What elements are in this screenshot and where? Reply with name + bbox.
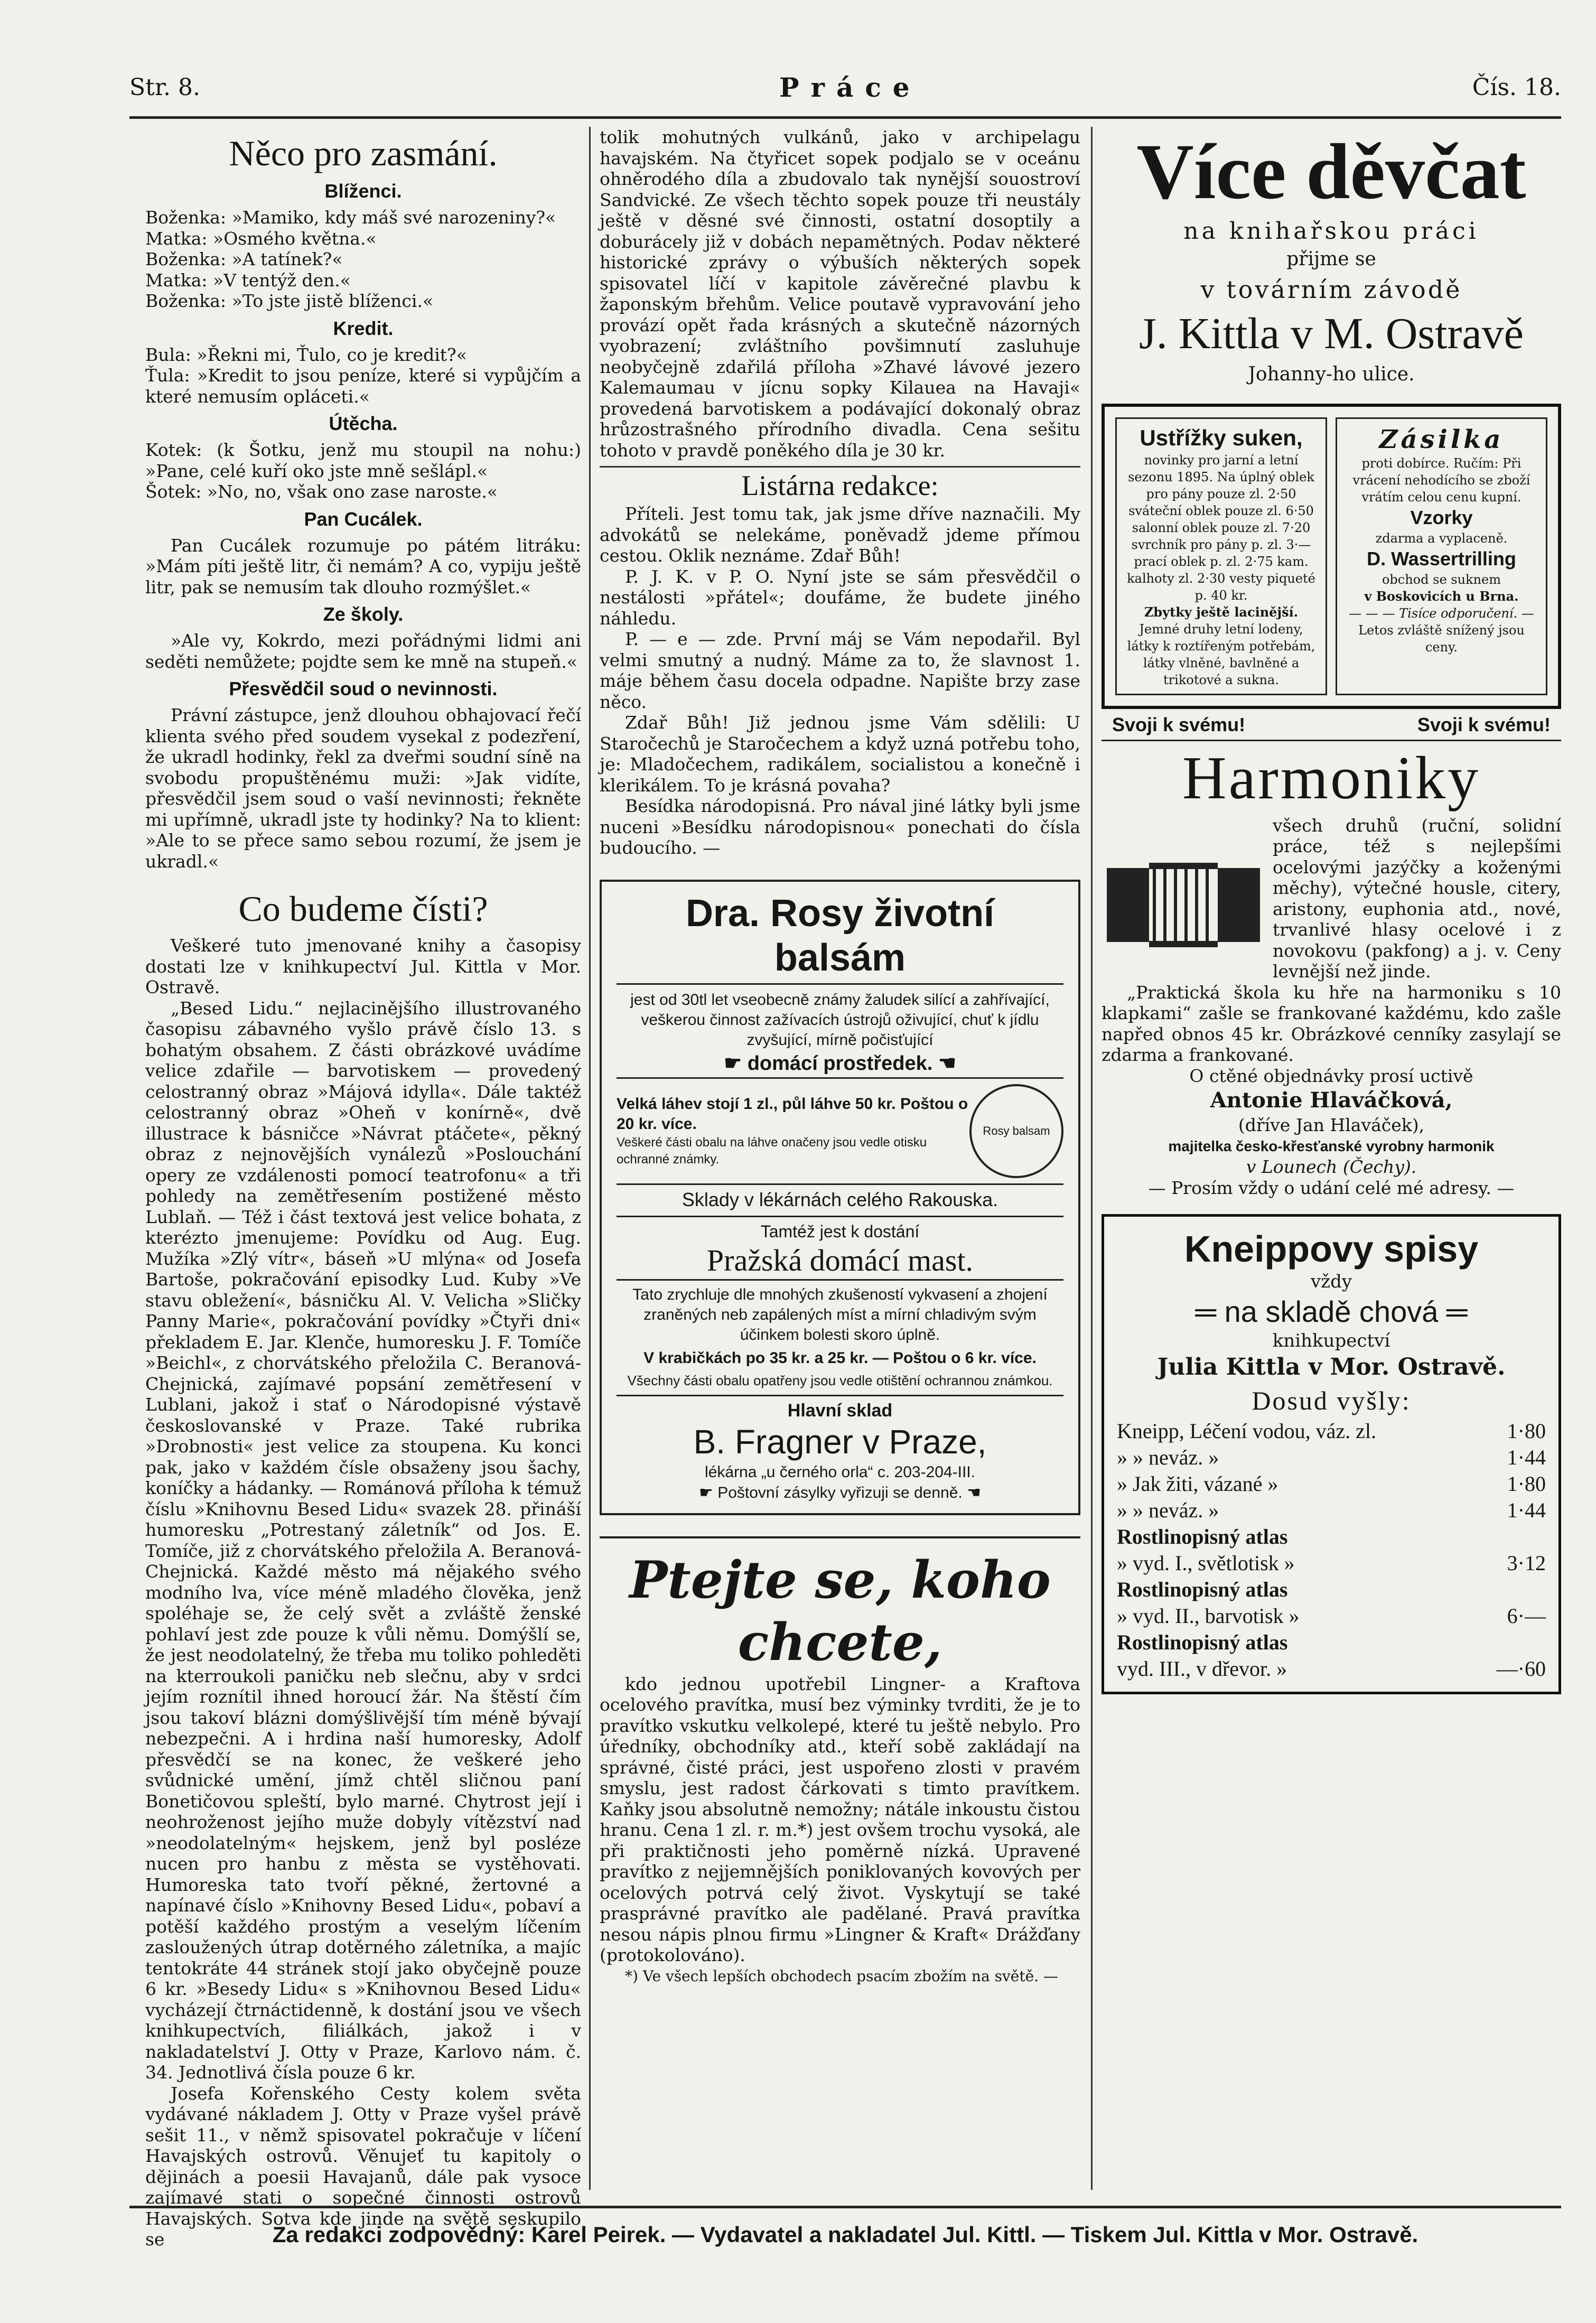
column-rule-2 <box>1091 127 1093 2190</box>
running-head <box>129 69 1561 119</box>
reading-intro: Veškeré tuto jmenované knihy a časopisy dostati lze v knihkupectví Jul. Kittla v Mor. Ostravě. <box>145 935 581 997</box>
joke-line: Bula: »Řekni mi, Ťulo, co je kredit?« <box>145 344 467 365</box>
advert-cloth-right <box>1336 417 1547 695</box>
accordion-illustration <box>1102 847 1265 953</box>
advert-girls-company: J. Kittla v M. Ostravě <box>1139 309 1524 358</box>
advert-balsam-text: jest od 30tl let vseobecně známy žaludek silící a zahřívající, veškerou činnost zažívacích ústrojů oživující, chuť k jídlu zvyšující, mírně počisťující <box>630 991 1050 1049</box>
joke-line: Boženka: »A tatínek?« <box>145 249 343 269</box>
advert-mast-price: V krabičkách po 35 kr. a 25 kr. — Poštou o 6 kr. více. <box>643 1349 1037 1367</box>
advert-girls-line: v továrním závodě <box>1200 275 1462 304</box>
slogan-left: Svoji k svému! <box>1112 714 1246 735</box>
book-row: » » neváz. » 1·44 <box>1117 1498 1546 1522</box>
advert-balsam-sklady: Sklady v lékárnách celého Rakouska. <box>617 1183 1063 1210</box>
column-3 <box>1102 127 1561 1694</box>
joke-title: Blíženci. <box>324 180 402 202</box>
joke-line: Matka: »Osmého května.« <box>145 228 377 249</box>
book-row: » Jak žiti, vázané » 1·80 <box>1117 1472 1546 1496</box>
advert-boskovice: v Boskovicích u Brna. <box>1364 589 1519 604</box>
book-row: » vyd. I., světlotisk » 3·12 <box>1117 1551 1546 1575</box>
book-row: Kneipp, Léčení vodou, váz. zl. 1·80 <box>1117 1419 1546 1443</box>
advert-kneipp-knihkupectvi: knihkupectví <box>1272 1330 1390 1351</box>
book-row: vyd. III., v dřevor. » —·60 <box>1117 1657 1546 1681</box>
joke-line: Ťula: »Kredit to jsou peníze, které si vypůjčím a které nemusím opláceti.« <box>145 365 581 407</box>
advert-balsam-banner: ☛ domácí prostředek. ☚ <box>724 1052 956 1075</box>
advert-harmonika-lounech: v Lounech (Čechy). <box>1246 1156 1417 1177</box>
section-title-reading: Co budeme čísti? <box>238 889 488 929</box>
advert-balsam-price: Velká láhev stojí 1 zl., půl láhve 50 kr. Poštou o 20 kr. více. <box>617 1095 968 1133</box>
pointing-hand-icon: ☚ <box>938 1052 956 1075</box>
book-row: Rostlinopisný atlas <box>1117 1525 1288 1548</box>
joke-title: Ze školy. <box>323 603 404 625</box>
issue-number: Čís. 18. <box>1472 74 1561 101</box>
letter-reply: Besídka národopisná. Pro nával jiné látky byli jsme nuceni »Besídku národopisnou« ponechati do čísla budoucího. — <box>600 796 1080 858</box>
newspaper-title: Práce <box>779 72 921 103</box>
double-bar-icon: ═ <box>1195 1294 1217 1328</box>
advert-cloth-text: novinky pro jarní a letní sezonu 1895. Na úplný oblek pro pány pouze zl. 2·50 sváteční oblek pouze zl. 6·50 salonní oblek pouze zl. 7·20 svrchník pro pány p. zl. 3·— prací oblek p. zl. 2·75 kam. kalhoty zl. 2·30 vesty piqueté p. 40 kr. <box>1127 453 1315 603</box>
advert-lekarna: lékárna „u černého orla“ c. 203-204-III. <box>705 1463 975 1481</box>
letter-reply: Příteli. Jest tomu tak, jak jsme dříve naznačili. My advokátů se nelekáme, poněvadž jdeme přímou cestou. Oklik neznáme. Zdař Bůh! <box>600 503 1080 566</box>
advert-zasilka-title: Zásilka <box>1379 425 1504 454</box>
advert-kneipp-title: Kneippovy spisy <box>1184 1228 1479 1270</box>
advert-ruler-title: Ptejte se, koho chcete, <box>629 1550 1051 1672</box>
article-paragraph: Josefa Kořenského Cesty kolem světa vydávané nákladem J. Otty v Praze vyšel právě sešit 11., v němž spisovatel pokračuje v líčení Havajských ostrovů. Věnujeť tu kapitoly o dějinách a poesii Havajanů, dále pak vysoce zajímavé stati o sopečné činnosti ostrovů Havajských. Sotva kde jinde na světě seskupilo se <box>145 2083 581 2250</box>
book-row: » » neváz. » 1·44 <box>1117 1445 1546 1469</box>
advert-tisice: — — — Tisíce odporučení. — <box>1349 606 1534 621</box>
advert-girls-address: Johanny-ho ulice. <box>1248 363 1415 385</box>
joke-text: Právní zástupce, jenž dlouhou obhajovací řečí klienta svého před soudem vysekal z podezření, že ukradl hodinky, řekl za dveřmi soudní síně na svobodu propuštěnému muži: »Jak vidíte, přesvědčil jsem soud o vaší nevinnosti; řekněte mi upřímně, ukradl jste ty hodinky? Na to klient: »Ale to se přece samo sebou rozumí, že jsem je ukradl.« <box>145 705 581 872</box>
advert-ruler-note: *) Ve všech lepších obchodech psacím zbožím na světě. — <box>625 1967 1058 1985</box>
page-number: Str. 8. <box>129 74 200 101</box>
double-bar-icon: ═ <box>1446 1294 1468 1328</box>
advert-balsam-note: Veškeré části obalu na láhve onačeny jsou vedle otisku ochranné známky. <box>617 1135 927 1167</box>
advert-balsam-title: Dra. Rosy životní balsám <box>617 891 1063 985</box>
joke-text: Pan Cucálek rozumuje po pátém litráku: »Mám píti ještě litr, či nemám? A co, vypiju ještě litr, pak se nemusím tak dlouho rozmýšlet.« <box>145 535 581 598</box>
advert-letos: Letos zvláště snížený jsou ceny. <box>1358 623 1525 655</box>
advert-cloth <box>1102 404 1561 709</box>
joke-line: Boženka: »Mamiko, kdy máš své narozeniny?« <box>145 207 556 228</box>
pointing-hand-icon: ☛ <box>698 1484 713 1501</box>
advert-sklad-title: Hlavní sklad <box>617 1395 1063 1422</box>
advert-cloth-title: Ustřížky suken, <box>1140 425 1303 450</box>
advert-girls-title: Více děvčat <box>1136 128 1526 216</box>
advert-harmonika-text: všech druhů (ruční, solidní práce, též s nejlepšími ocelovými jazýčky a koženými měchy), výtečné housle, citery, aristony, euphonia atd., nové, trvanlivé hlasy ocelové i z novokovu (pakfong) a j. v. Ceny levnější než jinde. <box>1273 815 1561 982</box>
letter-reply: Zdař Bůh! Již jednou jsme Vám sdělili: U Staročechů je Staročechem a když uzná potřebu toho, je: Mladočechem, radikálem, socialistou a konečně i klerikálem. To je krásná povaha? <box>600 712 1080 796</box>
joke-line: Šotek: »No, no, však ono zase naroste.« <box>145 481 498 502</box>
editorial-letters-title: Listárna redakce: <box>741 470 939 501</box>
advert-harmonika-title: Harmoniky <box>1182 744 1481 812</box>
advert-obchod: obchod se suknem <box>1382 572 1501 587</box>
article-continuation: tolik mohutných vulkánů, jako v archipelagu havajském. Na čtyřicet sopek podjalo se v oceánu ohněrodého díla a zbudovalo tak nynější souostroví Sandvické. Ze všech těchto sopek pouze tři neustály ještě v děsné své činnosti, ostatní dosoptily a doburácely již v dobách nepamětných. Podav některé historické zprávy o výbuších některých sopek spisovatel líčí v kapitole závěrečné plavbu k žaponským břehům. Velice poutavě vypravování jeho provází opět řada krásných a skutečně názorných vyobrazení; zvláštního povšimnutí zasluhuje neobyčejně zdařilá příloha »Zhavé lávové jezero Kalemaumau v jícnu sopky Kilauea na Havaji« provedená barvotiskem a podávající dokonalý obraz hrůzostrašného přírodního divadla. Cena sešitu tohoto v pravdě poněkého díla je 30 kr. <box>600 127 1080 461</box>
article-paragraph: „Besed Lidu.“ nejlacinějšího illustrovaného časopisu zábavného vyšlo právě číslo 13. s bohatým obsahem. Z části obrázkové uvádíme velice zdařile — barvotiskem — provedený celostranný obraz »Májová idylla«. Dále taktéž celostranný obraz »Oheň v konírně«, dvě illustrace k básničce »Návrat ptáčete«, pěkný obraz z nejnovějších vynálezů »Poslouchání opery ze vzdálenosti pomocí teatrofonu« a tři pohledy na zemětřesením postižené město Lublaň. — Též i část textová jest velice bohata, z kterézto jmenujeme: Povídku od Aug. Eug. Mužíka »Zlý vítr«, báseň »U mlýna« od Josefa Bartoše, pokračování episodky Lud. Kuby »Ve stavu obležení«, básničku Al. V. Velicha »Sličky Panny Marie«, pokračování povídky »Čtyři dni« překladem E. Jar. Klenče, humoresku J. F. Tomíče »Beichl«, z chorvátského přeložila C. Beranová-Chejnická, zajímavé popsání zemětřesení v Lublani, jakož i stať o Národopisné výstavě českoslovanské v Praze. Také rubrika »Drobnosti« jest velice za stoupena. Ku konci pak, jako v každém čísle obsaženy jsou šachy, koníčky a hádanky. — Románová příloha k témuž číslu »Knihovnu Besed Lidu« svazek 28. přináší humoresku „Potrestaný záletník“ od Jos. E. Tomíče, již z chorvátského přeložila A. Beranová-Chejnická. Každé město má nějakého svého modního lva, více méně mladého člověka, jenž spoléhaje se, že celý svět a zvláště ženské pohlaví jest zde pouze k vůli němu. Domýšlí se, že jest neodolatelný, že třeba mu toliko pohleděti na kterroukoli paničku neb slečnu, aby v srdci jejím roznítil ihned horoucí žár. Na štěstí čím jsou takoví blázni domýšlivější tím méně bývají nebezpečni. A i hrdina naší humoresky, Adolf přesvědčí se na konec, že veškeré jeho svůdnické umění, jímž chtěl sličnou paní Bonetičovou spleští, bylo marné. Chytrost její i neohroženost jejího muže dobyly vítězství nad »neodolatelným« hejskem, jenž byl posléze nucen pro hanbu z města se vystěhovati. Humoreska tato tvoří pěkné, žertovné a napínavé číslo »Knihovny Besed Lidu«, pobaví a potěší každého prostým a veselým líčením zasloužených útrap dotěrného záletníka, a majíc tentokráte 44 stránek stojí jako obyčejně pouze 6 kr. »Besedy Lidu« s »Knihovnou Besed Lidu« vycházejí čtrnáctidenně, k dostání jsou ve všech knihkupectvích, filiálkách, jakož i v nakladatelství J. Otty v Praze, Karlovo nám. č. 34. Jednotlivá čísla pouze 6 kr. <box>145 997 581 2083</box>
letter-reply: P. — e — zde. První máj se Vám nepodařil. Byl velmi smutný a nudný. Máme za to, že slavnost 1. máje během času docela odpadne. Napište brzy zase něco. <box>600 629 1080 712</box>
advert-fragner: B. Fragner v Praze, <box>693 1422 987 1461</box>
eagle-stamp-label: Rosy balsam <box>983 1124 1050 1138</box>
advert-ruler <box>600 1536 1080 1987</box>
advert-harmonika-drive: (dříve Jan Hlaváček), <box>1238 1115 1425 1135</box>
advert-girls-line: přijme se <box>1286 248 1376 270</box>
book-row: Rostlinopisný atlas <box>1117 1630 1288 1654</box>
advert-postou: ☛ Poštovní zásylky vyřizuji se denně. ☚ <box>698 1484 982 1501</box>
joke-text: »Ale vy, Kokrdo, mezi pořádnými lidmi ani seděti nemůžete; pojdte sem ke mně na stupeň.« <box>145 630 581 672</box>
advert-vzorky: Vzorky <box>1410 507 1473 528</box>
advert-balsam <box>600 880 1080 1515</box>
advert-kneipp-julia: Julia Kittla v Mor. Ostravě. <box>1157 1354 1506 1380</box>
column-rule-1 <box>589 127 591 2190</box>
joke-line: Matka: »V tentýž den.« <box>145 269 351 291</box>
column-2 <box>600 127 1080 1986</box>
advert-kneipp-vzdy: vždy <box>1310 1271 1352 1292</box>
advert-kneipp-dosud: Dosud vyšly: <box>1252 1386 1411 1415</box>
joke-line: Kotek: (k Šotku, jenž mu stoupil na nohu:) »Pane, celé kuří oko jste mně sešlápl.« <box>145 440 581 481</box>
advert-mast-text: Tato zrychluje dle mnohých zkušeností vykvasení a zhojení zraněných neb zapálených míst a mírní chladivým svým účinkem bolesti skoro úplně. <box>617 1279 1063 1345</box>
advert-wassertrilling: D. Wassertrilling <box>1367 548 1516 570</box>
pointing-hand-icon: ☛ <box>724 1052 742 1075</box>
advert-harmonika-majitelka: majitelka česko-křesťanské vyrobny harmonik <box>1168 1137 1495 1154</box>
slogan-right: Svoji k svému! <box>1417 714 1551 735</box>
advert-kneipp <box>1102 1214 1561 1694</box>
advert-cloth-tail: Jemné druhy letní lodeny, látky k roztířeným potřebám, látky vlněné, bavlněné a trikotové a sukna. <box>1127 622 1315 687</box>
advert-girls-line: na knihařskou práci <box>1183 218 1479 245</box>
advert-harmonika-ctene: O ctěné objednávky prosí uctivě <box>1189 1065 1473 1086</box>
advert-harmonika-prosim: — Prosím vždy o udání celé mé adresy. — <box>1148 1177 1515 1198</box>
advert-cloth-slogans <box>1102 714 1561 741</box>
advert-harmonika-owner: Antonie Hlaváčková, <box>1210 1088 1453 1113</box>
advert-ruler-text: kdo jednou upotřebil Lingner- a Kraftova ocelového pravítka, musí bez výminky tvrditi, že je to pravítko vskutku velkolepé, které tu ještě nebylo. Pro úředníky, obchodníky atd., kteří sobě zakládají na správné, čisté práci, jest uspořeno zlosti v pravém smyslu, jest radost čárkovati s timto pravítkem. Kaňky jsou absolutně nemožny; nátále inkoustu čistou hranu. Cena 1 zl. r. m.*) jest ovšem trochu vysoká, ale při praktičnosti jeho poměrně nízká. Upravené pravítko z nejjemnějších poniklovaných kovových per ocelových potrvá celý život. Vyskytují se také prasprávné pravítko ale padělané. Pravá pravítka nesou nápis plnou firmu »Lingner & Kraft« Drážďany (protokolováno). <box>600 1673 1080 1965</box>
advert-harmonika-skola: „Praktická škola ku hře na harmoniku s 10 klapkami“ zašle se frankované každému, kdo zašle napřed obnos 45 kr. Obrázkové cenníky zasylají se zdarma a frankované. <box>1102 982 1561 1065</box>
column-1 <box>145 127 581 2250</box>
joke-line: Boženka: »To jste jistě blíženci.« <box>145 291 434 311</box>
advert-mast-title: Pražská domácí mast. <box>706 1243 974 1277</box>
pointing-hand-icon: ☚ <box>967 1484 982 1501</box>
advert-girls <box>1102 127 1561 388</box>
advert-harmonika <box>1102 741 1561 1199</box>
book-row: Rostlinopisný atlas <box>1117 1578 1288 1601</box>
trademark-stamp <box>969 1084 1063 1178</box>
advert-zdarma: zdarma a vyplaceně. <box>1375 531 1508 546</box>
book-list <box>1117 1418 1546 1682</box>
imprint-footer: Za redakci zodpovědný: Karel Peirek. — Vydavatel a nakladatel Jul. Kittl. — Tiskem Jul. Kittla v Mor. Ostravě. <box>129 2206 1561 2247</box>
section-title-humor: Něco pro zasmání. <box>229 133 498 173</box>
joke-title: Přesvědčil soud o nevinnosti. <box>229 678 498 699</box>
joke-title: Útěcha. <box>329 413 398 434</box>
joke-title: Pan Cucálek. <box>304 508 423 530</box>
advert-mast-note: Všechny části obalu opatřeny jsou vedle otištění ochrannou známkou. <box>627 1373 1053 1388</box>
advert-cloth-left <box>1115 417 1327 695</box>
letter-reply: P. J. K. v P. O. Nyní jste se sám přesvědčil o nestálosti »přátel«; doufáme, že budete jiného náhledu. <box>600 566 1080 629</box>
book-row: » vyd. II., barvotisk » 6·— <box>1117 1604 1546 1628</box>
joke-title: Kredit. <box>333 317 394 339</box>
advert-zasilka-text: proti dobírce. Ručím: Při vrácení nehodícího se zboží vrátím celou cenu kupní. <box>1352 456 1530 505</box>
advert-tamtez: Tamtéž jest k dostání <box>617 1216 1063 1243</box>
advert-cloth-zbytky: Zbytky ještě lacinější. <box>1144 604 1299 620</box>
advert-kneipp-sklad: ═ na skladě chová ═ <box>1195 1294 1468 1328</box>
